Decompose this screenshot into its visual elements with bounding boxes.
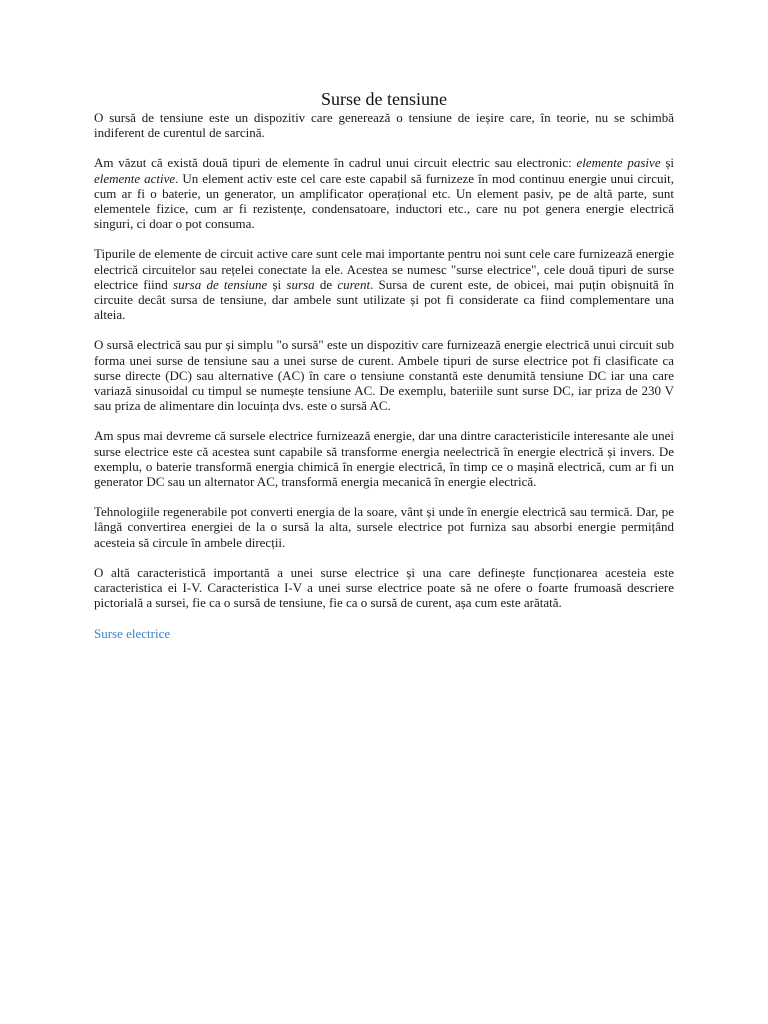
paragraph-source-types (94, 246, 674, 322)
paragraph-iv-characteristic: O altă caracteristică importantă a unei surse electrice și una care definește funcționarea acesteia este caracteristica ei I-V. Caracteristica I-V a unei surse electrice poate să ne ofere o foarte frumoasă descriere pictorială a sursei, fie ca o sursă de tensiune, fie ca o sursă de curent, așa cum este arătată. (94, 564, 674, 611)
paragraph-renewables: Tehnologiile regenerabile pot converti energia de la soare, vânt și unde în energie electrică sau termică. Dar, pe lângă convertirea energiei de la o sursă la alta, sursele electrice pot furniza sau absorbi energie permițând acesteia să circule în ambele direcții. (94, 504, 674, 550)
paragraph-dc-ac: O sursă electrică sau pur și simplu "o sursă" este un dispozitiv care furnizează energie electrică unui circuit sub forma unei surse de tensiune sau a unei surse de curent. Ambele tipuri de surse electrice pot fi clasificate ca surse directe (DC) sau alternative (AC) în care o tensiune constantă este denumită tensiune DC iar una care variază sinusoidal cu timpul se numește tensiune AC. De exemplu, bateriile sunt surse DC, iar priza de 230 V sau priza de alimentare din locuința dvs. este o sursă AC. (94, 337, 674, 414)
paragraph-text: și (660, 155, 674, 171)
surse-electrice-link[interactable]: Surse electrice (94, 626, 171, 642)
paragraph-text: și (267, 276, 287, 292)
paragraph-text: . Un element activ este cel care este capabil să furnizeze în mod continuu energie unui circuit, cum ar fi o baterie, un generator, un amplificator operațional etc. Un element pasiv, pe de altă parte, sunt elementele fizice, cum ar fi rezistențe, condensatoare, inductori etc., care nu pot genera energie electrică singuri, ci doar o pot consuma. (94, 170, 674, 232)
paragraph-energy-conversion: Am spus mai devreme că sursele electrice furnizează energie, dar una dintre caracteristicile interesante ale unei surse electrice este că acestea sunt capabile să transforme energia neelectrică în energie electrică și invers. De exemplu, o baterie transformă energia chimică în energie electrică, în timp ce o mașină electrică, cum ar fi un generator DC sau un alternator AC, transformă energia mecanică în energie electrică. (94, 428, 674, 490)
paragraph-text: Am văzut că există două tipuri de elemente în cadrul unui circuit electric sau electronic: (94, 155, 577, 171)
paragraph-text: . Sursa de curent este, de obicei, mai puțin obișnuită în circuite decât sursa de tensiune, dar ambele sunt utilizate și pot fi considerate ca fiind complementare una alteia. (94, 276, 674, 323)
page-title: Surse de tensiune (321, 89, 447, 109)
paragraph-intro: O sursă de tensiune este un dispozitiv care generează o tensiune de ieșire care, în teorie, nu se schimbă indiferent de curentul de sarcină. (94, 110, 674, 141)
emphasis-current: curent (337, 276, 371, 292)
paragraph-element-types (94, 155, 674, 231)
paragraph-text: de (314, 276, 338, 292)
emphasis-passive-elements: elemente pasive (576, 155, 661, 171)
emphasis-voltage-source: sursa de tensiune (173, 276, 268, 292)
emphasis-source: sursa (286, 276, 315, 292)
paragraph-text: Tipurile de elemente de circuit active care sunt cele mai importante pentru noi sunt cele care furnizează energie electrică circuitelor sau rețelei conectate la ele. Acestea se numesc "surse electrice", cele două tipuri de surse electrice fiind (94, 246, 674, 292)
emphasis-active-elements: elemente active (94, 170, 176, 186)
